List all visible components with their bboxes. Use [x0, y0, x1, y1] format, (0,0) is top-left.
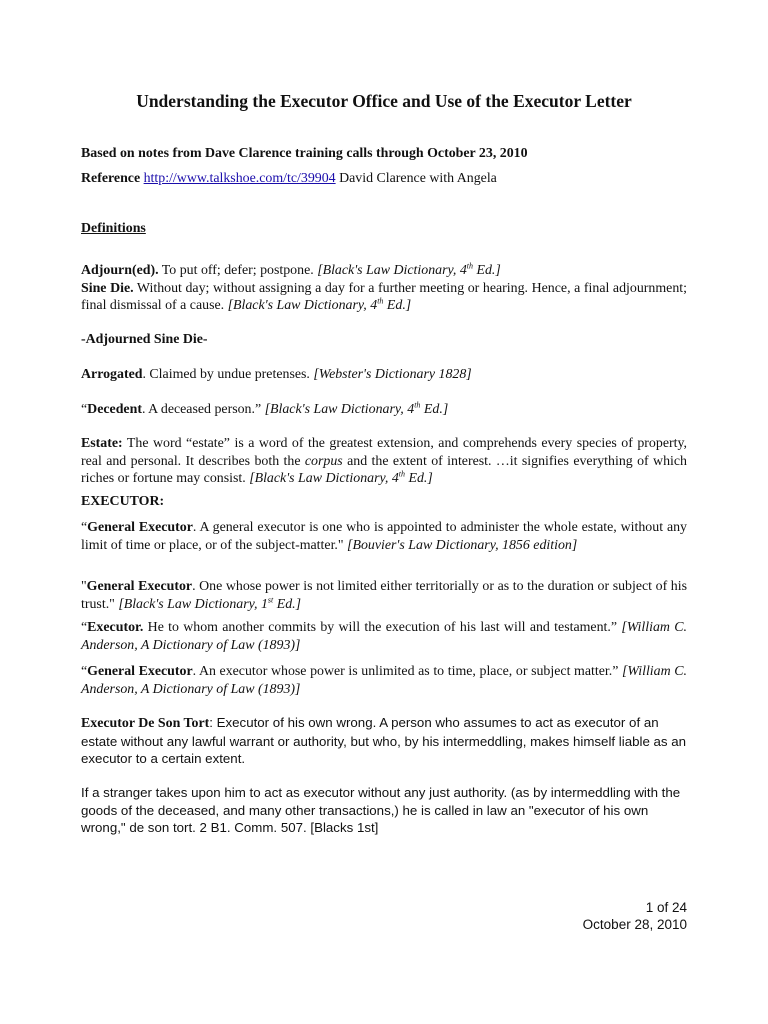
stranger-paragraph: If a stranger takes upon him to act as executor without any just authority. (as by intermeddling with the goods of the deceased, and many other transactions,) he is called in law an "executor of his own wrong," de son tort. 2 B1. Comm. 507. [Blacks 1st]: [81, 785, 681, 836]
term-general-executor: General Executor: [87, 664, 193, 679]
term-executor-de-son-tort: Executor De Son Tort: [81, 716, 210, 731]
term-sine-die: Sine Die.: [81, 280, 134, 296]
definitions-heading: Definitions: [81, 221, 146, 236]
definition-general-executor-2: "General Executor. One whose power is not limited either territorially or as to the duration or subject of his trust." [Black's Law Dictionary, 1st Ed.]: [81, 579, 687, 612]
definition-estate: Estate: The word “estate” is a word of the greatest extension, and comprehends every species of property, real and personal. It describes both the corpus and the extent of interest. …it signifies everything of which riches or fortune may consist. [Black's Law Dictionary, 4th Ed.]: [81, 436, 687, 487]
citation: [William C. Anderson, A Dictionary of Law (1893)]: [81, 664, 687, 697]
definition-arrogated: Arrogated. Claimed by undue pretenses. [Webster's Dictionary 1828]: [81, 367, 472, 382]
definition-general-executor-3: “General Executor. An executor whose power is unlimited as to time, place, or subject matter.” [William C. Anderson, A Dictionary of Law (1893)]: [81, 664, 687, 697]
term-executor: Executor.: [87, 620, 144, 635]
term-decedent: Decedent: [87, 402, 142, 417]
reference-label: Reference: [81, 171, 141, 186]
based-on-line: Based on notes from Dave Clarence training calls through October 23, 2010: [81, 146, 528, 161]
citation: [Black's Law Dictionary, 1st Ed.]: [118, 594, 302, 612]
citation: [Bouvier's Law Dictionary, 1856 edition]: [347, 537, 578, 553]
reference-after: David Clarence with Angela: [335, 171, 497, 186]
definition-decedent: “Decedent. A deceased person.” [Black's Law Dictionary, 4th Ed.]: [81, 400, 449, 417]
citation: [Black's Law Dictionary, 4th Ed.]: [227, 296, 412, 314]
term-arrogated: Arrogated: [81, 367, 143, 382]
citation: [Black's Law Dictionary, 4th Ed.]: [264, 400, 449, 417]
executor-heading: EXECUTOR:: [81, 494, 165, 509]
term-general-executor: General Executor: [87, 520, 193, 535]
reference-link[interactable]: http://www.talkshoe.com/tc/39904: [143, 171, 336, 186]
citation: [Black's Law Dictionary, 4th Ed.]: [317, 261, 501, 278]
reference-line: [81, 170, 687, 188]
definition-executor-de-son-tort: Executor De Son Tort: Executor of his own wrong. A person who assumes to act as executor of an estate without any lawful warrant or authority, but who, by his intermeddling, makes himself liable as an executor to a certain extent.: [81, 715, 687, 767]
definition-general-executor-1: “General Executor. A general executor is one who is appointed to administer the whole estate, without any limit of time or place, or of the subject-matter." [Bouvier's Law Dictionary, 1856 edition]: [81, 520, 687, 553]
page-number: 1 of 24: [645, 900, 687, 915]
adjourned-sine-die-heading: -Adjourned Sine Die-: [81, 332, 208, 347]
footer-date: October 28, 2010: [582, 917, 687, 932]
citation: [William C. Anderson, A Dictionary of Law (1893)]: [81, 620, 687, 653]
page-footer: [583, 899, 687, 933]
definition-executor: “Executor. He to whom another commits by will the execution of his last will and testament.” [William C. Anderson, A Dictionary of Law (1893)]: [81, 620, 687, 653]
definition-adjourn: Adjourn(ed). To put off; defer; postpone. [Black's Law Dictionary, 4th Ed.] Sine Die. Without day; without assigning a day for a further meeting or hearing. Hence, a final adjournment; final dismissal of a cause. [Black's Law Dictionary, 4th Ed.]: [81, 261, 687, 314]
term-adjourn: Adjourn(ed).: [81, 263, 159, 278]
term-general-executor: General Executor: [86, 579, 193, 594]
citation: [Black's Law Dictionary, 4th Ed.]: [249, 469, 433, 487]
citation: [Webster's Dictionary 1828]: [313, 367, 472, 382]
term-estate: Estate:: [81, 436, 123, 451]
document-title: Understanding the Executor Office and Use of the Executor Letter: [136, 91, 632, 111]
